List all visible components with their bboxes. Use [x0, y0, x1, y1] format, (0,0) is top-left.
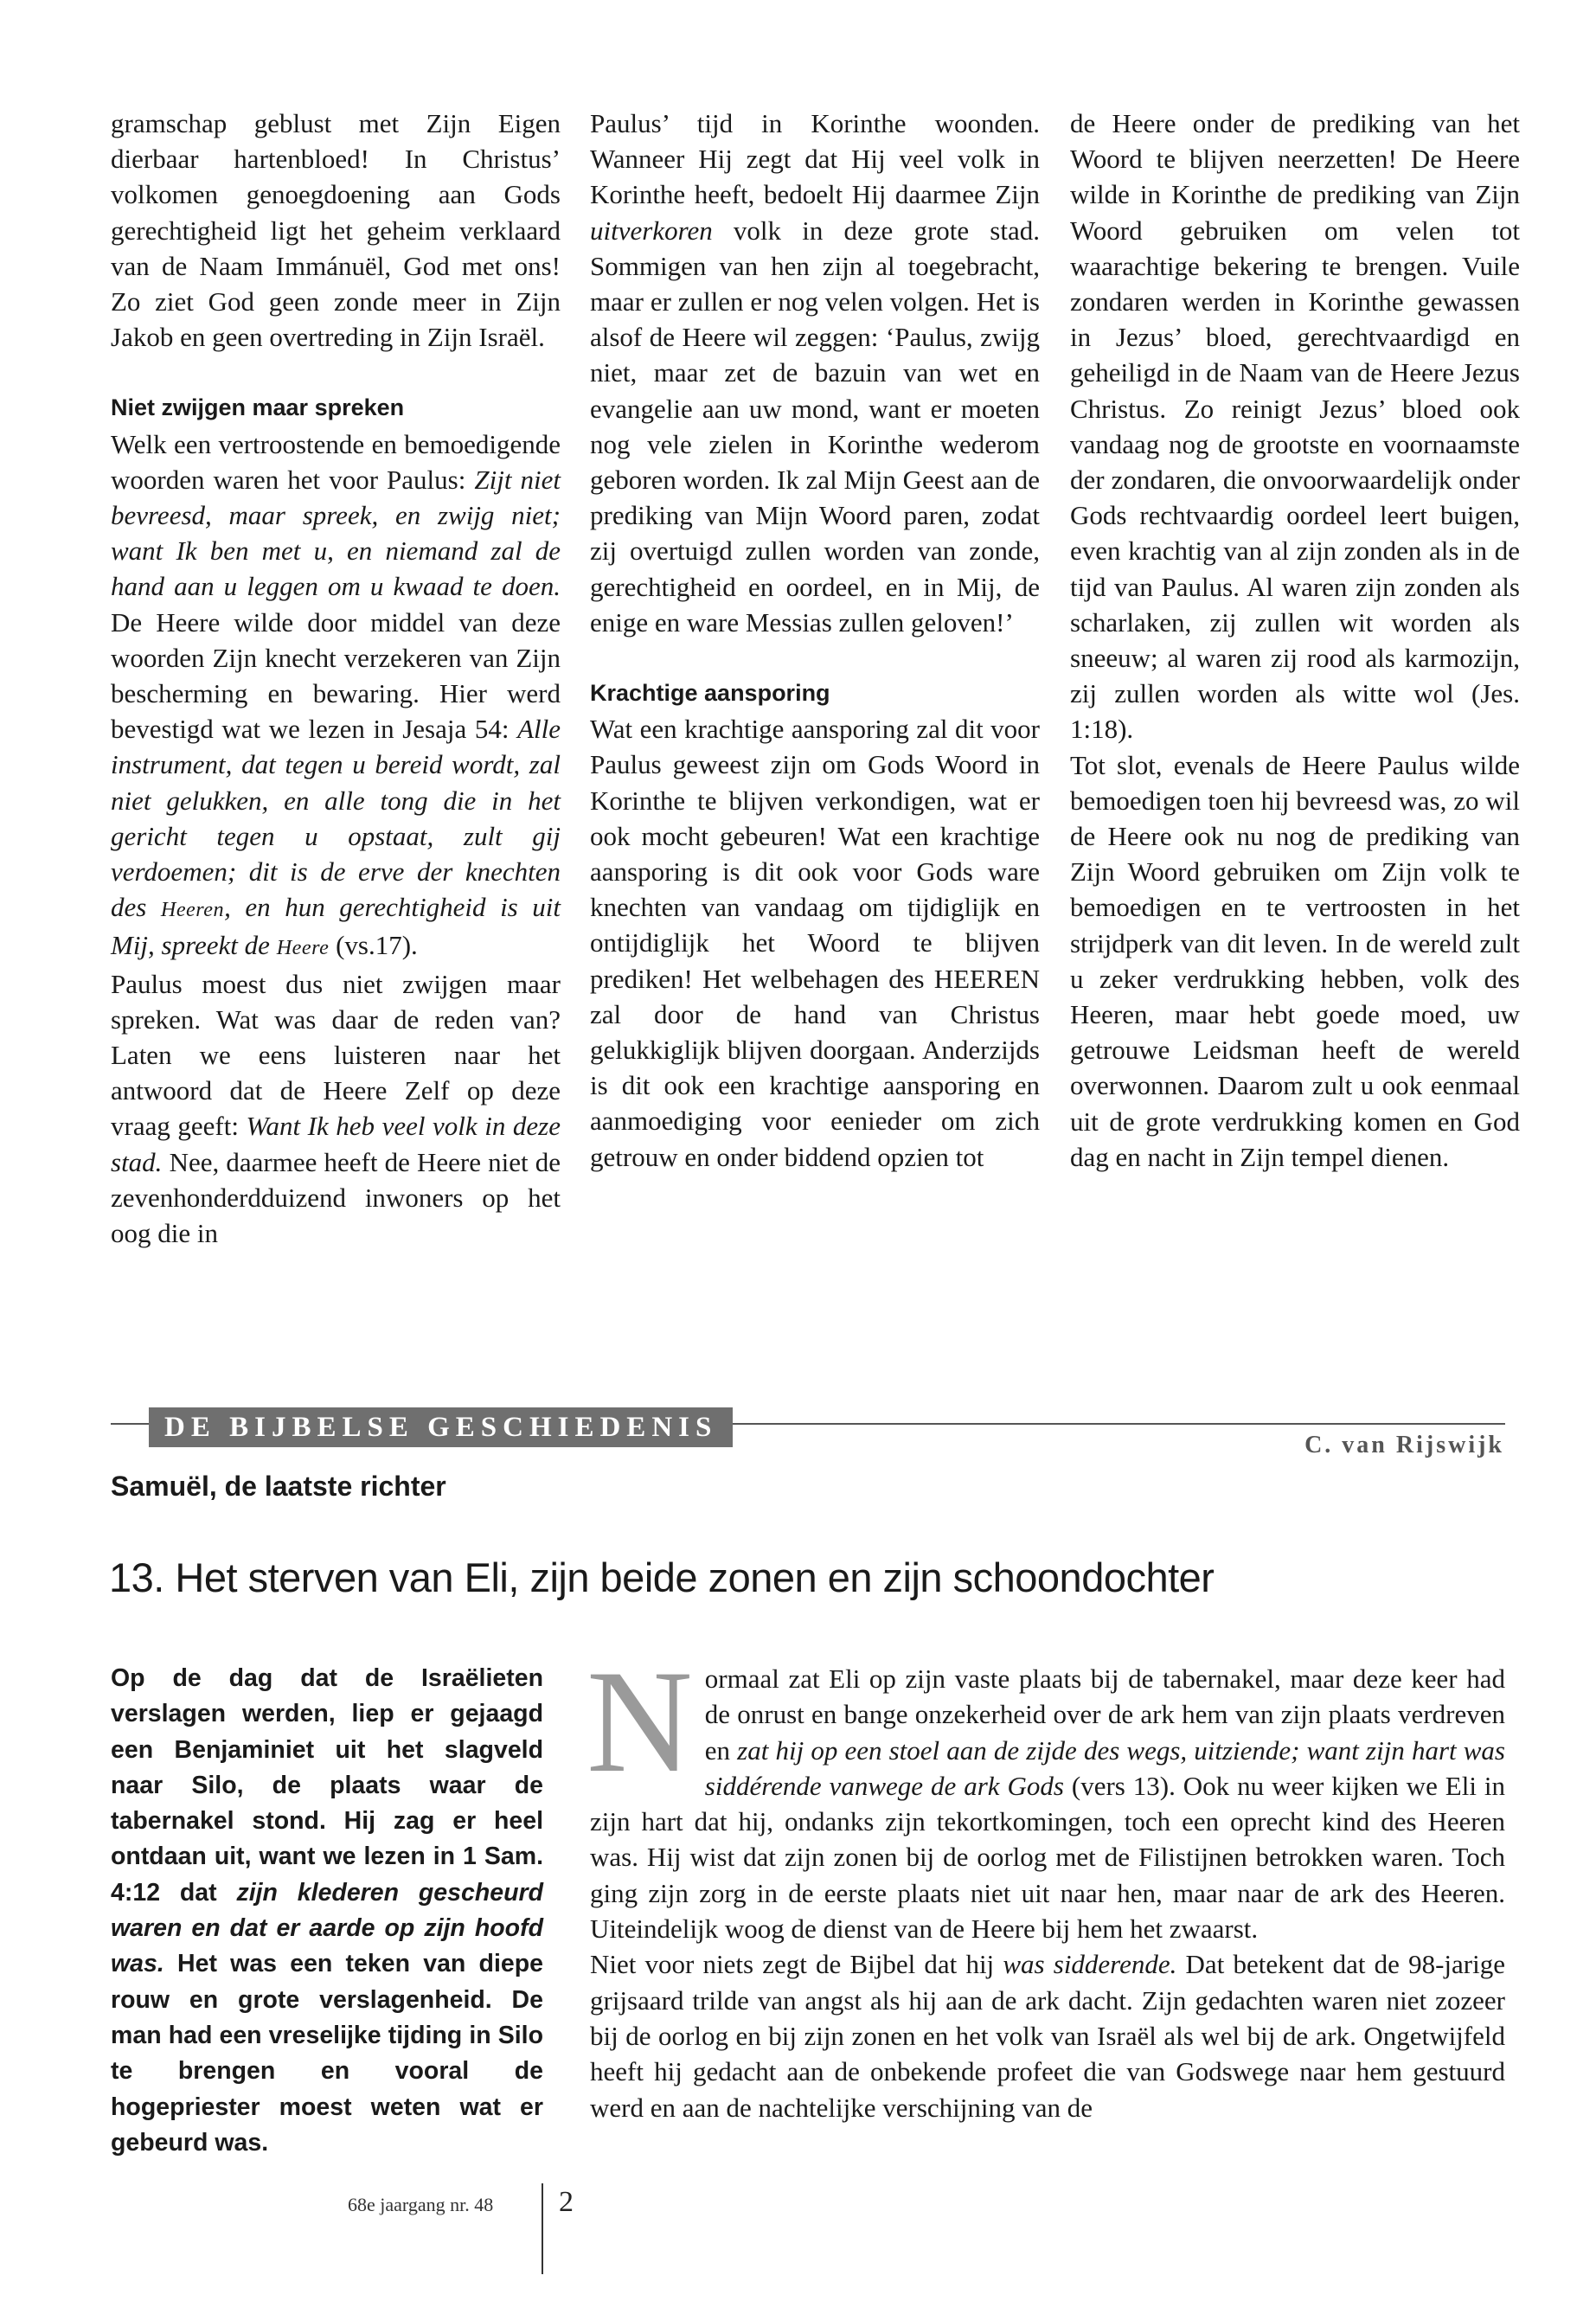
author-byline: C. van Rijswijk	[1304, 1432, 1504, 1458]
text: Paulus moest dus niet zwijgen maar spreken. Wat was daar de reden van? Laten we eens luisteren naar het antwoord dat de Heere Zelf op deze vraag geeft:	[111, 968, 561, 1142]
article-title: 13. Het sterven van Eli, zijn beide zonen en zijn schoondochter	[109, 1554, 1215, 1600]
paragraph	[586, 1640, 1505, 1946]
text: volk in deze grote stad. Sommigen van hen zijn al toegebracht, maar er zullen er nog velen volgen. Het is alsof de Heere wil zeggen: ‘Paulus, zwijg niet, maar zet de bazuin van wet en evangelie aan uw mond, want er moeten nog vele zielen in Korinthe wederom geboren worden. Ik zal Mijn Geest aan de prediking van Mijn Woord paren, zodat zij overtuigd zullen worden van zonde, gerechtigheid en oordeel, en in Mij, de enige en ware Messias zullen geloven!’	[590, 215, 1040, 638]
paragraph	[590, 106, 1040, 640]
text: Het was een teken van diepe rouw en grote verslagenheid. De man had een vreselijke tijding in Silo te brengen en vooral de hogepriester moest weten wat er gebeurd was.	[111, 1950, 543, 2157]
column-2	[590, 106, 1040, 1175]
subheading: Niet zwijgen maar spreken	[111, 394, 405, 421]
subheading: Krachtige aansporing	[590, 680, 830, 707]
text: Welk een vertroostende en bemoedigende woorden waren het voor Paulus:	[111, 428, 561, 495]
footer-divider	[542, 2183, 543, 2274]
paragraph: de Heere onder de prediking van het Woord te blijven neerzetten! De Heere wilde in Korinthe de prediking van Zijn Woord gebruiken om velen tot waarachtige bekering te brengen. Vuile zondaren werden in Korinthe gewassen in Jezus’ bloed, gerechtvaardigd en geheiligd in de Naam van de Heere Jezus Christus. Zo reinigt Jezus’ bloed ook vandaag nog de grootste en voornaamste der zondaren, die onvoorwaardelijk onder Gods rechtvaardig oordeel leert buigen, even krachtig van al zijn zonden als in de tijd van Paulus. Al waren zijn zonden als scharlaken, zij zullen wit worden als sneeuw; al waren zij rood als karmozijn, zij zullen worden als witte wol (Jes. 1:18).	[1070, 108, 1520, 745]
text: (vers 13). Ook nu weer kijken we Eli in zijn hart dat hij, ondanks zijn tekortkomingen, toch een oprecht kind des Heeren was. Hij wist dat zijn zonen bij de oorlog met de Filistijnen betrokken waren. Toch ging zijn zorg in de eerste plaats niet uit naar hen, maar naar de ark des Heeren. Uiteindelijk woog de dienst van de Heere bij hem het zwaarst.	[590, 1770, 1505, 1945]
text: , en hun gerechtigheid is uit Mij, spreekt de	[111, 892, 561, 961]
scripture-quote: zat hij op een stoel aan de zijde des wegs, uitziende; want zijn hart was siddérende vanwege de ark Gods	[704, 1734, 1505, 1801]
scripture-quote: was sidderende.	[1003, 1949, 1177, 1980]
issue-number: 68e jaargang nr. 48	[348, 2194, 494, 2215]
article-intro	[111, 1661, 543, 2161]
scripture-quote	[111, 714, 561, 960]
paragraph	[590, 1946, 1505, 2125]
text: Niet voor niets zegt de Bijbel dat hij	[590, 1949, 1003, 1980]
series-title: Samuël, de laatste richter	[111, 1471, 446, 1502]
emphasis: uitverkoren	[590, 215, 713, 246]
scripture-quote: Zijt niet bevreesd, maar spreek, en zwijg niet; want Ik ben met u, en niemand zal de hand aan u leggen om u kwaad te doen.	[111, 464, 561, 602]
text: Alle instrument, dat tegen u bereid wordt, zal niet gelukken, en alle tong die in het gericht tegen u opstaat, zult gij verdoemen; dit is de erve der knechten des	[111, 714, 561, 923]
paragraph	[111, 966, 561, 1252]
article-body	[586, 1640, 1505, 2125]
paragraph	[111, 426, 561, 966]
text: De Heere wilde door middel van deze woorden Zijn knecht verzekeren van Zijn bescherming en bewaring. Hier werd bevestigd wat we lezen in Jesaja 54:	[111, 606, 561, 745]
text: Dat betekent dat de 98-jarige grijsaard trilde van angst als hij aan de ark dacht. Zijn gedachten waren niet zozeer bij de oorlog en bij zijn zonen en het volk van Israël als wel bij de ark. Ongetwijfeld heeft hij gedacht aan de onbekende profeet die van Godswege naar hem gestuurd werd en aan de nachtelijke verschijning van de	[590, 1949, 1505, 2123]
column-3	[1070, 106, 1520, 1175]
drop-cap: N	[586, 1640, 693, 1803]
paragraph: Wat een krachtige aansporing zal dit voor Paulus geweest zijn om Gods Woord in Korinthe te blijven verkondigen, wat er ook mocht gebeuren! Wat een krachtige aansporing is dit ook voor Gods ware knechten van vandaag om tijdiglijk en ontijdiglijk het Woord te blijven prediken! Het welbehagen des HEEREN zal door de hand van Christus gelukkiglijk blijven doorgaan. Anderzijds is dit ook een krachtige aansporing en aanmoediging voor eenieder om zich getrouw en onder biddend opzien tot	[590, 714, 1040, 1172]
text: Paulus’ tijd in Korinthe woonden. Wanneer Hij zegt dat Hij veel volk in Korinthe heeft, bedoelt Hij daarmee Zijn	[590, 108, 1040, 210]
column-1	[111, 106, 561, 1251]
section-banner: DE BIJBELSE GESCHIEDENIS	[149, 1407, 733, 1447]
paragraph: gramschap geblust met Zijn Eigen dierbaar hartenbloed! In Christus’ volkomen genoegdoening aan Gods gerechtigheid ligt het geheim verklaard van de Naam Immánuël, God met ons! Zo ziet God geen zonde meer in Zijn Jakob en geen overtreding in Zijn Israël.	[111, 108, 561, 353]
small-caps: Heere	[276, 936, 330, 960]
page-number: 2	[559, 2186, 574, 2218]
text: ormaal zat Eli op zijn vaste plaats bij de tabernakel, maar deze keer had de onrust en bange onzekerheid over de ark hem van zijn plaats verdreven en	[704, 1663, 1505, 1766]
small-caps: Heeren	[160, 898, 225, 922]
text: Nee, daarmee heeft de Heere niet de zevenhonderdduizend inwoners op het oog die in	[111, 1146, 561, 1249]
text: Op de dag dat de Israëlieten verslagen werden, liep er gejaagd een Benjaminiet uit het slagveld naar Silo, de plaats waar de tabernakel stond. Hij zag er heel ontdaan uit, want we lezen in 1 Sam. 4:12 dat	[111, 1664, 543, 1907]
scripture-quote: Want Ik heb veel volk in deze stad.	[111, 1111, 561, 1177]
text: (vs.17).	[329, 930, 418, 961]
paragraph: Tot slot, evenals de Heere Paulus wilde bemoedigen toen hij bevreesd was, zo wil de Heere ook nu nog de prediking van Zijn Woord gebruiken om Zijn volk te bemoedigen en te vertroosten in het strijdperk van dit leven. In de wereld zult u zeker verdrukking hebben, volk des Heeren, maar hebt goede moed, uw getrouwe Leidsman heeft de wereld overwonnen. Daarom zult u ook eenmaal uit de grote verdrukking komen en God dag en nacht in Zijn tempel dienen.	[1070, 749, 1520, 1172]
scripture-quote: zijn klederen gescheurd waren en dat er aarde op zijn hoofd was.	[111, 1878, 543, 1978]
